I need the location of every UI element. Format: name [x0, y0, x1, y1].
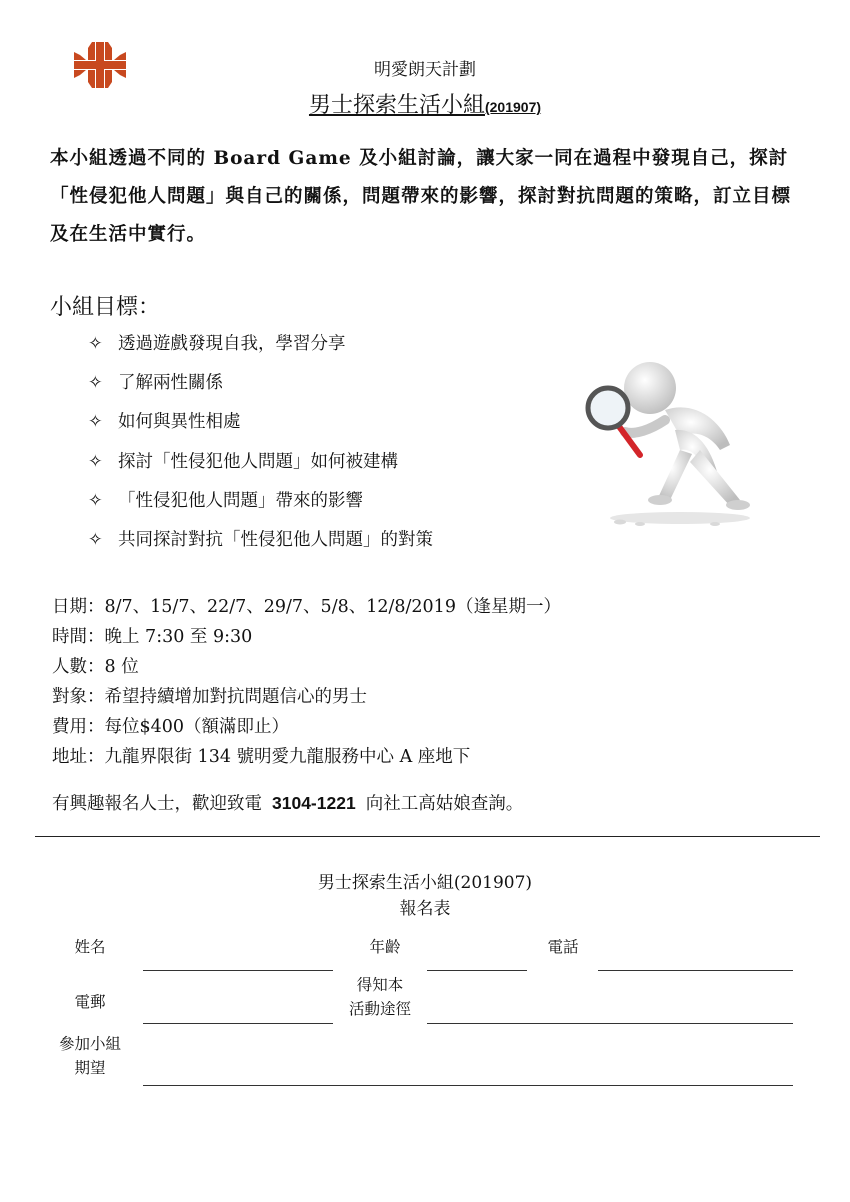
list-item: ✧ 「性侵犯他人問題」帶來的影響 [88, 487, 433, 526]
phone-field[interactable] [598, 970, 793, 971]
date-row: 日期：8/7、15/7、22/7、29/7、5/8、12/8/2019（逢星期一） [52, 597, 561, 617]
goals-list [88, 330, 433, 565]
form-subtitle: 報名表 [399, 899, 451, 919]
form-title: 男士探索生活小組(201907) 報名表 [0, 870, 850, 922]
fee-row: 費用：每位$400（額滿即止） [52, 717, 290, 737]
people-row: 人數：8 位 [52, 657, 139, 677]
intro-paragraph: 本小組透過不同的 Board Game 及小組討論，讓大家一同在過程中發現自己，探討「性侵犯他人問題」與自己的關係，問題帶來的影響，探討對抗問題的策略，訂立目標及在生活中實行。 [50, 148, 792, 245]
name-field[interactable] [143, 970, 333, 971]
expectation-label: 參加小組 期望 [58, 1035, 121, 1077]
contact-line: 有興趣報名人士，歡迎致電 3104-1221 向社工高姑娘查詢。 [52, 793, 524, 814]
phone-label: 電話 [547, 938, 579, 956]
source-field[interactable] [427, 1023, 793, 1024]
email-label: 電郵 [74, 993, 106, 1011]
section-divider [35, 836, 820, 837]
name-label: 姓名 [74, 938, 106, 956]
page-title [0, 88, 850, 119]
address-row: 地址：九龍界限街 134 號明愛九龍服務中心 A 座地下 [52, 747, 471, 767]
target-row: 對象：希望持續增加對抗問題信心的男士 [52, 687, 367, 707]
list-item: ✧ 了解兩性關係 [88, 369, 433, 408]
goals-heading: 小組目標： [50, 295, 161, 320]
list-item: ✧ 透過遊戲發現自我，學習分享 [88, 330, 433, 369]
bullet-star-icon: ✧ [88, 334, 103, 354]
bullet-star-icon: ✧ [88, 529, 103, 550]
list-item: ✧ 共同探討對抗「性侵犯他人問題」的對策 [88, 526, 433, 565]
time-row: 時間：晚上 7:30 至 9:30 [52, 627, 253, 647]
bullet-star-icon: ✧ [88, 451, 103, 472]
title-text: 男士探索生活小組 [308, 93, 485, 118]
details-block [52, 592, 561, 772]
age-field[interactable] [427, 970, 527, 971]
list-item: ✧ 如何與異性相處 [88, 408, 433, 447]
list-item: ✧ 探討「性侵犯他人問題」如何被建構 [88, 448, 433, 487]
bullet-star-icon: ✧ [88, 373, 103, 394]
figure-magnifier-icon [580, 350, 760, 530]
source-label: 得知本 活動途徑 [348, 976, 411, 1018]
bullet-star-icon: ✧ [88, 490, 103, 511]
title-code: (201907) [484, 99, 542, 115]
expectation-field[interactable] [143, 1085, 793, 1086]
organization-name: 明愛朗天計劃 [374, 60, 476, 80]
age-label: 年齡 [369, 938, 401, 956]
email-field[interactable] [143, 1023, 333, 1024]
contact-phone: 3104-1221 [272, 793, 356, 813]
bullet-star-icon: ✧ [88, 412, 103, 433]
